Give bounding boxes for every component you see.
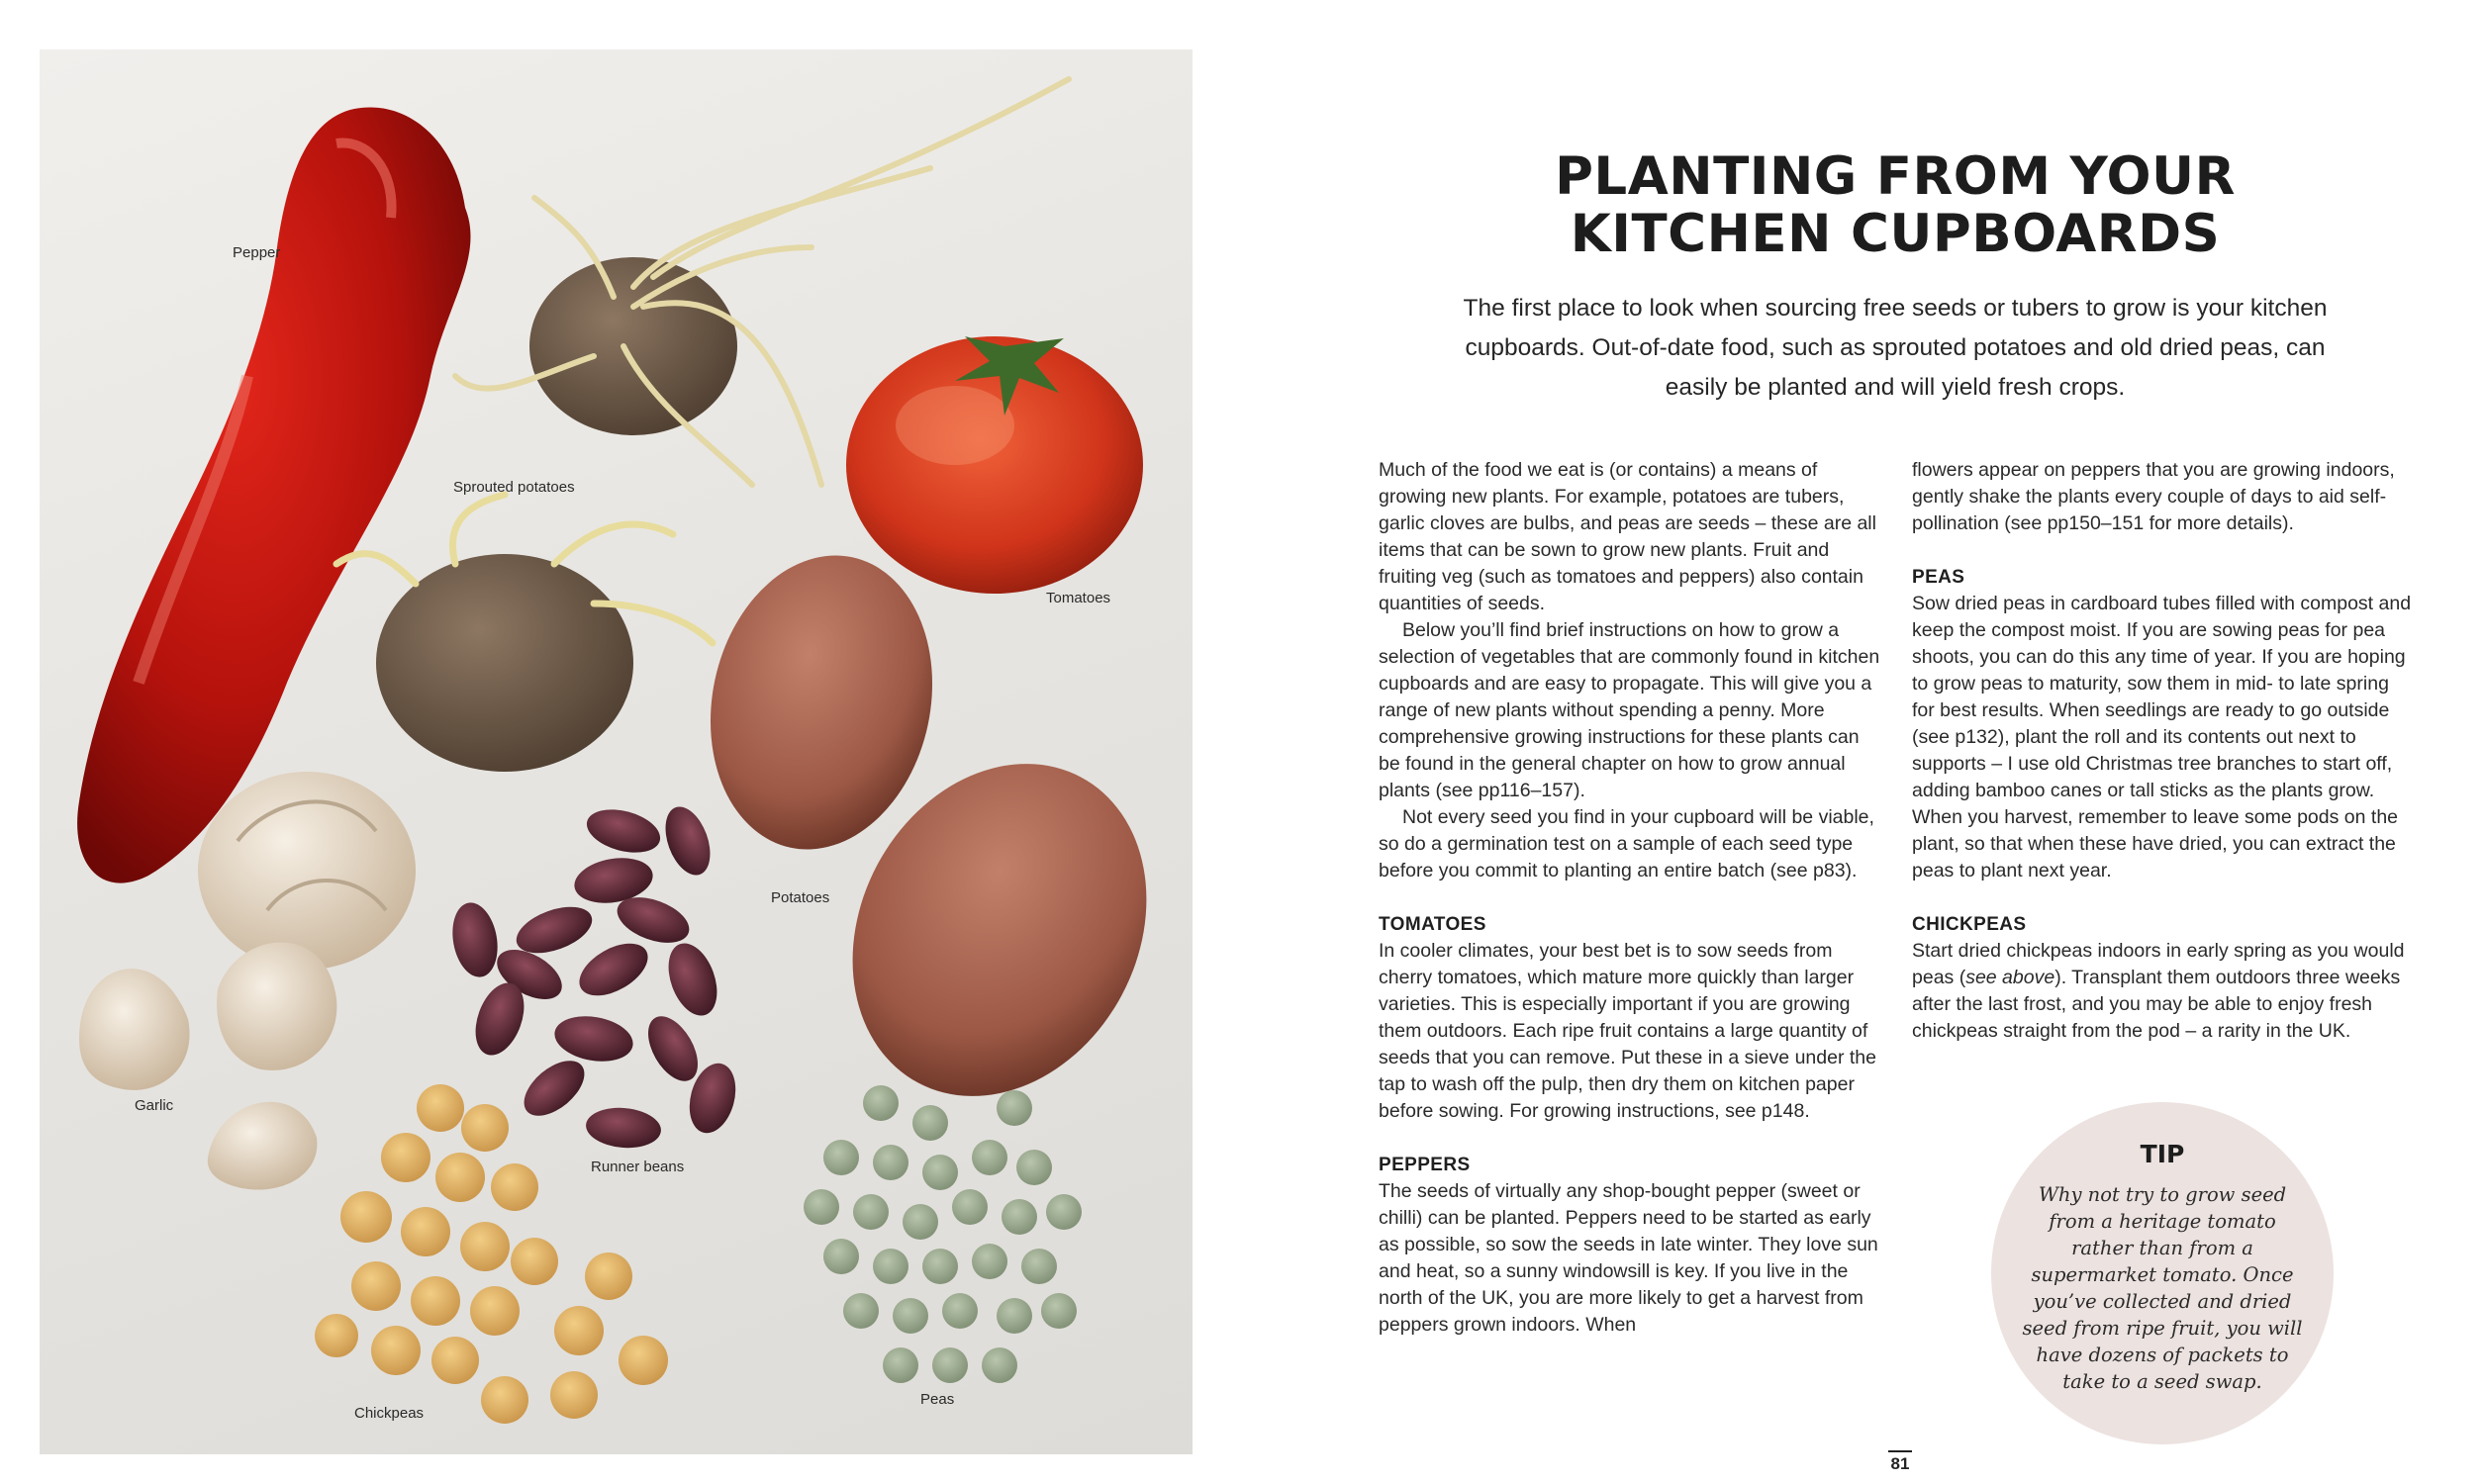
label-runner-beans: Runner beans [591, 1159, 685, 1175]
peppers-heading: PEPPERS [1379, 1155, 1471, 1175]
label-chickpeas: Chickpeas [354, 1405, 425, 1422]
chickpeas-paragraph [1912, 938, 2417, 1045]
peas [804, 1085, 1082, 1383]
body-paragraph-2: Below you’ll find brief instructions on how to grow a selection of vegetables that are commonly found in kitchen cupboards and are easy to propagate. This will give you a range of new plants without spending a penny. More comprehensive growing instructions for these plants can be found in the general chapter on how to grow annual plants (see pp116–157). [1379, 619, 1880, 801]
tomato [846, 336, 1143, 594]
peas-heading: PEAS [1912, 567, 1965, 588]
page-title [1381, 148, 2410, 263]
intro-paragraph: The first place to look when sourcing free seeds or tubers to grow is your kitchen cupboards. Out-of-date food, such as sprouted potatoes and old dried peas, can easily be planted and will yield fresh crops. [1463, 295, 2328, 401]
chickpeas-text-italic: see above [1965, 967, 2055, 988]
label-peas: Peas [920, 1391, 955, 1408]
body-column-1 [1379, 457, 1883, 1339]
page-number: 81 [1890, 1454, 1910, 1473]
label-potatoes: Potatoes [771, 889, 830, 906]
body-paragraph-1: Much of the food we eat is (or contains) a means of growing new plants. For example, potatoes are tubers, garlic cloves are bulbs, and peas are seeds – these are all items that can be sown to grow new plants. Fruit and fruiting veg (such as tomatoes and peppers) also contain quantities of seeds. [1379, 459, 1876, 614]
label-pepper: Pepper [233, 244, 281, 261]
tomatoes-paragraph: In cooler climates, your best bet is to sow seeds from cherry tomatoes, which mature more quickly than larger varieties. This is especially important if you are growing them outdoors. Each ripe fruit contains a large quantity of seeds that you can remove. Put these in a sieve under the tap to wash off the pulp, then dry them on kitchen paper before sowing. For growing instructions, see p148. [1379, 940, 1876, 1122]
chickpeas-text-before: Start dried chickpeas indoors in early spring as you would peas ( [1912, 940, 2405, 988]
vegetables-photo [40, 49, 1193, 1454]
tip-text: Why not try to grow seed from a heritage tomato rather than from a supermarket tomato. Once you’ve collected and dried seed from ripe fruit, you will have dozens of packets to take to a seed swap. [2022, 1183, 2303, 1393]
label-tomatoes: Tomatoes [1046, 590, 1111, 606]
tomatoes-heading: TOMATOES [1379, 914, 1486, 935]
runner-beans [447, 800, 743, 1151]
peppers-continued-paragraph: flowers appear on peppers that you are growing indoors, gently shake the plants every couple of days to aid self-pollination (see pp150–151 for more details). [1912, 459, 2395, 534]
peppers-paragraph: The seeds of virtually any shop-bought pepper (sweet or chilli) can be planted. Peppers need to be started as early as possible, so sow the seeds in late winter. They love sun and heat, so a sunny windowsill is key. If you live in the north of the UK, you are more likely to get a harvest from peppers grown indoors. When [1379, 1180, 1878, 1336]
page-number-rule [1888, 1450, 1912, 1452]
pepper [77, 107, 470, 882]
tip-title: TIP [2140, 1140, 2185, 1168]
title-line-2: KITCHEN CUPBOARDS [1570, 204, 2221, 264]
vegetables-illustration [40, 49, 1193, 1454]
tip-circle [1991, 1102, 2334, 1444]
sprouted-potato-bottom [336, 495, 713, 772]
label-garlic: Garlic [135, 1097, 174, 1114]
chickpeas-heading: CHICKPEAS [1912, 914, 2027, 935]
label-sprouted-potatoes: Sprouted potatoes [453, 479, 575, 496]
body-paragraph-3: Not every seed you find in your cupboard will be viable, so do a germination test on a sample of each seed type before you commit to planting an entire batch (see p83). [1379, 806, 1874, 881]
peas-paragraph: Sow dried peas in cardboard tubes filled with compost and keep the compost moist. If you are sowing peas for pea shoots, you can do this any time of year. If you are hoping to grow peas to maturity, sow them in mid- to late spring for best results. When seedlings are ready to go outside (see p132), plant the roll and its contents out next to supports – I use old Christmas tree branches to start off, adding bamboo canes or tall sticks as the plants grow. When you harvest, remember to leave some pods on the plant, so that when these have dried, you can extract the peas to plant next year. [1912, 593, 2412, 881]
title-line-1: PLANTING FROM YOUR [1555, 146, 2236, 207]
body-column-2 [1912, 457, 2417, 1045]
chickpeas-text-after: ). Transplant them outdoors three weeks after the last frost, and you may be able to enjoy fresh chickpeas straight from the pod – a rarity in the UK. [1912, 967, 2401, 1042]
